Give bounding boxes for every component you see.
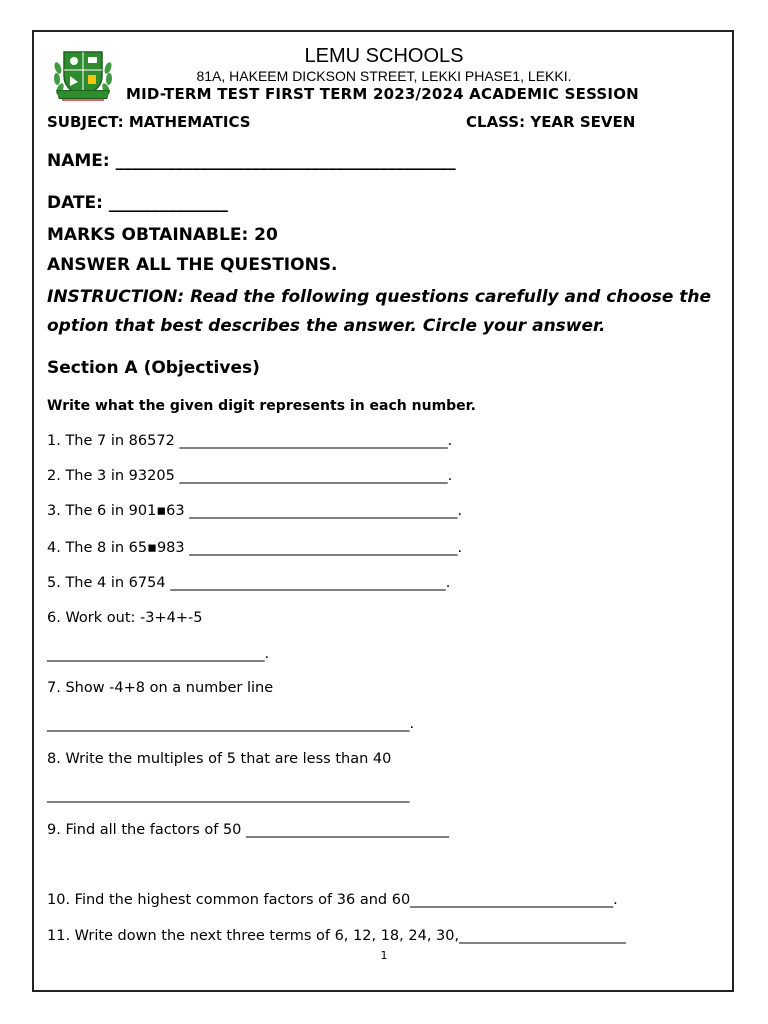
question-10: 10. Find the highest common factors of 36 and 60____________________________. [47,892,618,908]
question-7: 7. Show -4+8 on a number line [47,680,274,696]
question-6: 6. Work out: -3+4+-5 [47,610,203,626]
school-name: LEMU SCHOOLS [304,45,464,67]
instruction-text: INSTRUCTION: Read the following questions carefully and choose the option that best describes the answer. Circle your answer. [47,287,712,336]
subject-field: SUBJECT: MATHEMATICS [47,113,251,131]
date-field: DATE: ______________ [47,193,228,213]
question-11: 11. Write down the next three terms of 6, 12, 18, 24, 30,_______________________ [47,928,626,944]
question-9: 9. Find all the factors of 50 ____________________________ [47,822,450,838]
question-2: 2. The 3 in 93205 _____________________________________. [47,468,453,484]
question-1: 1. The 7 in 86572 _____________________________________. [47,433,453,449]
school-address: 81A, HAKEEM DICKSON STREET, LEKKI PHASE1, LEKKI. [196,68,572,84]
answer-line-6: ______________________________. [47,646,270,662]
question-4: 4. The 8 in 65▪983 _____________________________________. [47,540,463,556]
answer-line-7: __________________________________________________. [47,716,415,732]
marks-obtainable: MARKS OBTAINABLE: 20 [47,225,278,245]
question-3: 3. The 6 in 901▪63 _____________________________________. [47,503,463,519]
question-8: 8. Write the multiples of 5 that are less than 40 [47,751,392,767]
exam-session-title: MID-TERM TEST FIRST TERM 2023/2024 ACADEMIC SESSION [126,85,639,103]
class-field: CLASS: YEAR SEVEN [466,113,636,131]
name-field: NAME: ________________________________________ [47,151,456,171]
question-5: 5. The 4 in 6754 ______________________________________. [47,575,451,591]
section-direction: Write what the given digit represents in each number. [47,398,476,414]
section-title: Section A (Objectives) [47,358,260,378]
answer-all-notice: ANSWER ALL THE QUESTIONS. [47,255,338,275]
answer-line-8: __________________________________________________ [47,787,410,803]
page-number: 1 [380,949,388,962]
